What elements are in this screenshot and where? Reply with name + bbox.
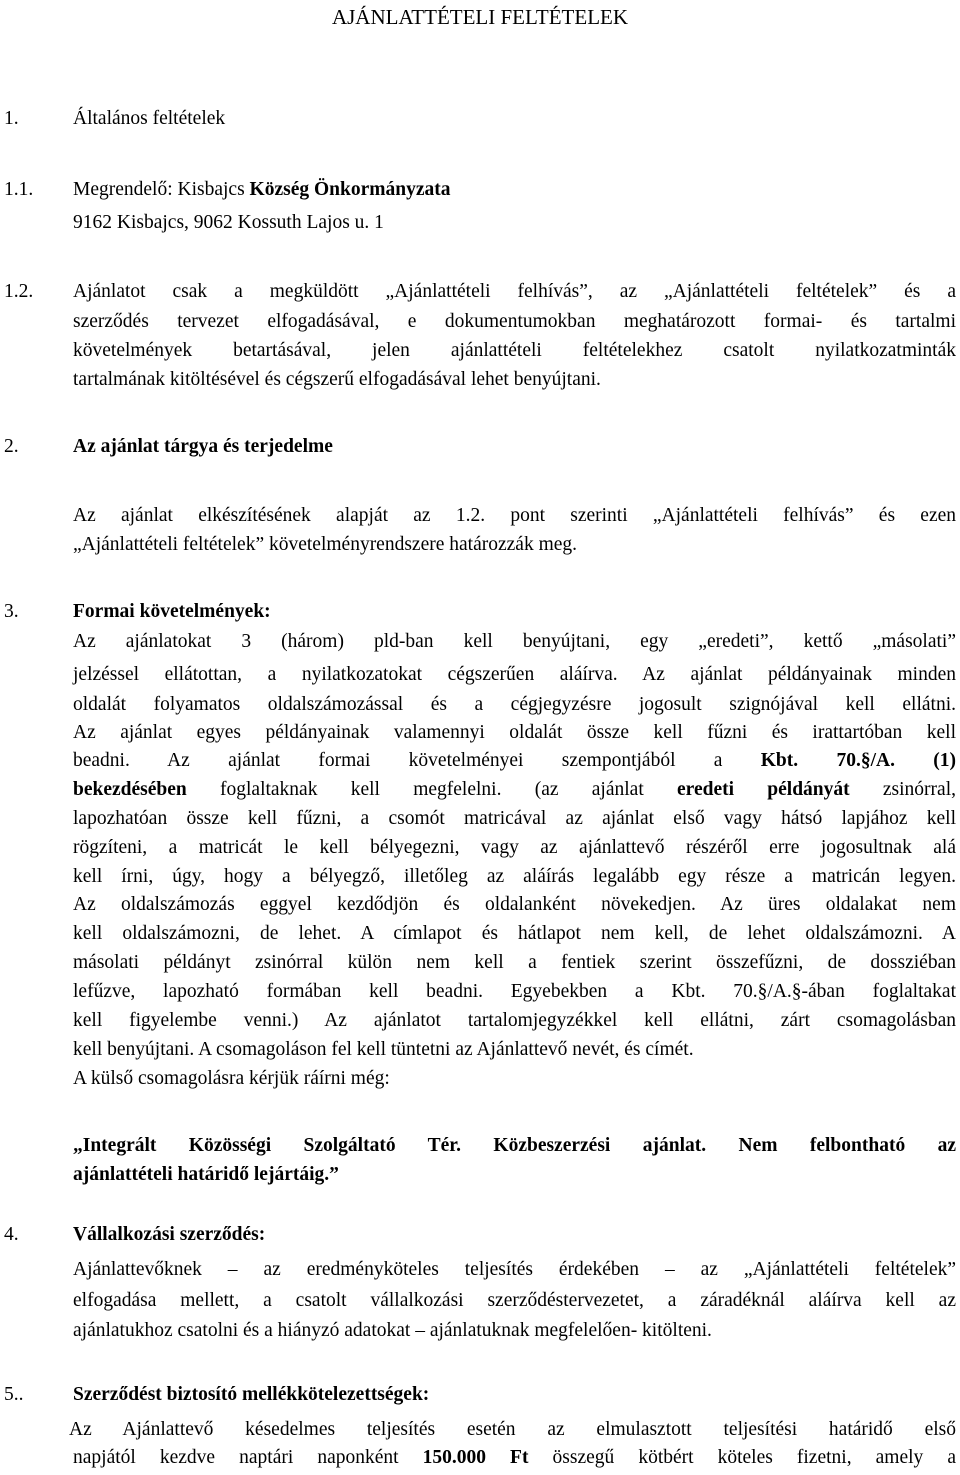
section-2-heading [73,432,333,462]
section-4-heading-text: Vállalkozási szerződés: [73,1224,266,1245]
paragraph-line: Az ajánlatokat 3 (három) pld-ban kell benyújtani, egy „eredeti”, kettő „másolati” [73,631,956,652]
section-5-heading-text: Szerződést biztosító mellékkötelezettségek: [73,1384,430,1405]
customer-line [73,175,451,205]
section-3-heading-text: Formai követelmények: [73,601,271,622]
customer-entity: Község Önkormányzata [249,179,451,200]
paragraph-line: kell oldalszámozni, de lehet. A címlapot és hátlapot nem kell, de lehet oldalszámozni. A [73,923,956,944]
section-3-number: 3. [4,601,19,622]
penalty-amount: 150.000 Ft [422,1447,529,1468]
section-5-heading [73,1380,429,1410]
customer-label: Megrendelő: Kisbajcs [73,179,250,200]
paragraph-line [73,746,956,776]
paragraph-line [73,775,956,805]
paragraph-line: rögzíteni, a matricát le kell bélyegezni, vagy az ajánlattevő részéről erre jogosultnak alá [73,837,956,858]
paragraph-line: másolati példányt zsinórral külön nem kell a fentiek szerint összefűzni, de dossziéban [73,952,956,973]
section-4-heading [73,1220,265,1250]
section-1-heading: Általános feltételek [73,108,226,129]
text-run: beadni. Az ajánlat formai követelményei szempontjából a [73,750,761,771]
page-title: AJÁNLATTÉTELI FELTÉTELEK [331,5,629,29]
paragraph-line: Az oldalszámozás eggyel kezdődjön és oldalanként növekedjen. Az üres oldalakat nem [73,894,956,915]
section-2-number: 2. [4,436,19,457]
package-label-line [73,1160,956,1190]
text-run: foglaltaknak kell megfelelni. (az ajánlat [186,779,677,800]
paragraph-line: Az ajánlat egyes példányainak valamennyi oldalát össze kell fűzni és irattartóban kell [73,722,956,743]
paragraph-line: jelzéssel ellátottan, a nyilatkozatokat cégszerűen aláírva. Az ajánlat példányainak minden [73,664,956,685]
paragraph-line: Az Ajánlattevő késedelmes teljesítés esetén az elmulasztott teljesítési határidő első [69,1419,956,1440]
paragraph-line: kell írni, úgy, hogy a bélyegző, illetőleg az aláírás legalább egy része a matricán legyen. [73,866,956,887]
paragraph-line: tartalmának kitöltésével és cégszerű elfogadásával lehet benyújtani. [73,369,601,390]
text-run: összegű kötbért köteles fizetni, amely a [528,1447,956,1468]
law-reference-cont: bekezdésében [73,779,187,800]
paragraph-line: „Ajánlattételi feltételek” követelményrendszere határozzák meg. [73,534,578,555]
section-4-number: 4. [4,1224,19,1245]
paragraph-line: szerződés tervezet elfogadásával, e dokumentumokban meghatározott formai- és tartalmi [73,311,956,332]
law-reference: Kbt. 70.§/A. (1) [760,750,956,771]
paragraph-line: lapozhatóan össze kell fűzni, a csomót matricával az ajánlat első vagy hátsó lapjához kell [73,808,956,829]
text-run: zsinórral, [849,779,956,800]
section-1-number: 1. [4,108,19,129]
original-copy-emphasis: eredeti példányát [677,779,850,800]
section-3-heading [73,597,271,627]
paragraph-line [73,1443,956,1473]
text-run: napjától kezdve naptári naponként [73,1447,423,1468]
section-1-2-number: 1.2. [4,281,34,302]
section-5-number: 5.. [4,1384,24,1405]
package-label-text: ajánlattételi határidő lejártáig.” [73,1164,339,1185]
section-2-heading-text: Az ajánlat tárgya és terjedelme [73,436,333,457]
paragraph-line: oldalát folyamatos oldalszámozással és a cégjegyzésre jogosult szignójával kell ellátni. [73,694,956,715]
paragraph-line: elfogadása mellett, a csatolt vállalkozási szerződéstervezetet, a záradéknál aláírva kell az [73,1290,956,1311]
paragraph-line: Ajánlattevőknek – az eredményköteles teljesítés érdekében – az „Ajánlattételi feltételek” [73,1259,956,1280]
paragraph-line: A külső csomagolásra kérjük ráírni még: [73,1068,390,1089]
package-label-line [73,1131,956,1161]
paragraph-line: ajánlatukhoz csatolni és a hiányzó adatokat – ajánlatuknak megfelelően- kitölteni. [73,1320,712,1341]
paragraph-line: kell figyelembe venni.) Az ajánlatot tartalomjegyzékkel kell ellátni, zárt csomagolásban [73,1010,956,1031]
paragraph-line: kell benyújtani. A csomagoláson fel kell tüntetni az Ajánlattevő nevét, és címét. [73,1039,694,1060]
paragraph-line: Ajánlatot csak a megküldött „Ajánlattételi felhívás”, az „Ajánlattételi feltételek” és a [73,281,956,302]
paragraph-line: követelmények betartásával, jelen ajánlattételi feltételekhez csatolt nyilatkozatminták [73,340,956,361]
customer-address: 9162 Kisbajcs, 9062 Kossuth Lajos u. 1 [73,212,384,233]
package-label-text: „Integrált Közösségi Szolgáltató Tér. Közbeszerzési ajánlat. Nem felbontható az [73,1135,956,1156]
section-1-1-number: 1.1. [4,179,34,200]
paragraph-line: Az ajánlat elkészítésének alapját az 1.2. pont szerinti „Ajánlattételi felhívás” és ezen [73,505,956,526]
paragraph-line: lefűzve, lapozható formában kell beadni. Egyebekben a Kbt. 70.§/A.§-ában foglaltakat [73,981,956,1002]
